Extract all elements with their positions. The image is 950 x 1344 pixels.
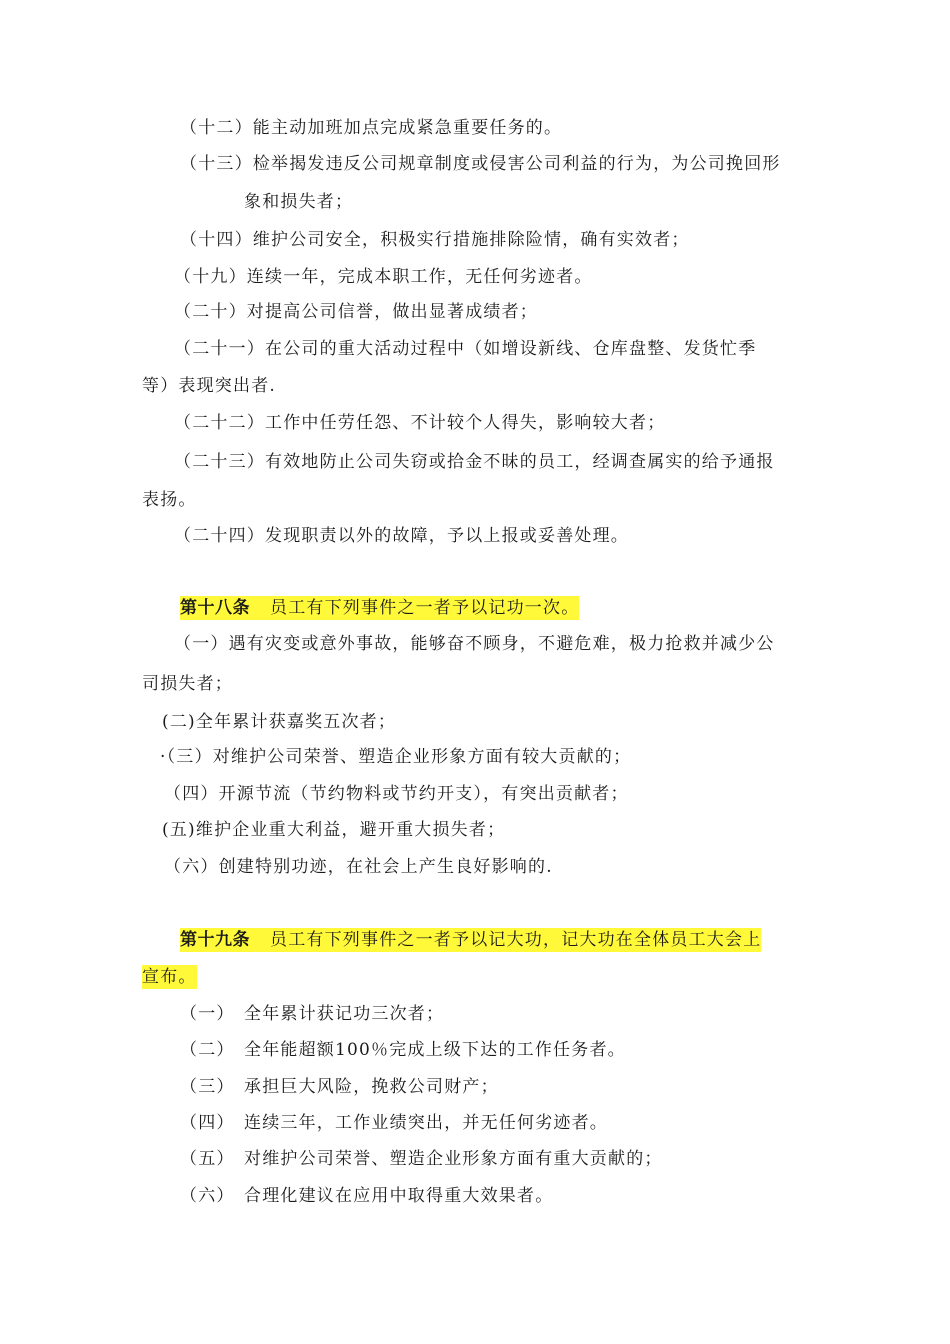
article-18-text: 员工有下列事件之一者予以记功一次。 [270, 598, 580, 618]
article-18-label: 第十八条 [180, 598, 250, 618]
list-item: （二十）对提高公司信誉，做出显著成绩者； [174, 302, 538, 322]
item-text: 承担巨大风险，挽救公司财产； [244, 1077, 499, 1097]
item-number: （四） [180, 1113, 235, 1133]
list-item: (五)维护企业重大利益，避开重大损失者； [162, 820, 506, 840]
item-text: 对维护公司荣誉、塑造企业形象方面有重大贡献的； [244, 1149, 663, 1169]
article-19-label: 第十九条 [180, 930, 250, 950]
list-item: ·（三）对维护公司荣誉、塑造企业形象方面有较大贡献的； [160, 747, 632, 767]
list-item: (二)全年累计获嘉奖五次者； [162, 712, 397, 732]
item-text: 全年能超额100％完成上级下达的工作任务者。 [244, 1040, 626, 1060]
article-19-heading-continuation: 宣布。 [142, 967, 197, 987]
item-text: 连续三年，工作业绩突出，并无任何劣迹者。 [244, 1113, 608, 1133]
list-item: （四）开源节流（节约物料或节约开支），有突出贡献者； [164, 784, 629, 804]
item-number: （二） [180, 1040, 235, 1060]
article-19-text: 员工有下列事件之一者予以记大功，记大功在全体员工大会上 [270, 930, 762, 950]
list-item-continuation: 表扬。 [142, 490, 197, 510]
list-item: （六）创建特别功迹，在社会上产生良好影响的. [164, 857, 553, 877]
item-number: （一） [180, 1004, 235, 1024]
item-text: 合理化建议在应用中取得重大效果者。 [244, 1186, 554, 1206]
list-item: （二十三）有效地防止公司失窃或拾金不昧的员工，经调查属实的给予通报 [174, 452, 775, 472]
list-item-continuation: 象和损失者； [244, 192, 354, 212]
list-item: （一）遇有灾变或意外事故，能够奋不顾身，不避危难，极力抢救并减少公 [174, 634, 775, 654]
list-item: （十九）连续一年，完成本职工作，无任何劣迹者。 [174, 267, 593, 287]
article-18-heading [180, 596, 579, 620]
item-number: （六） [180, 1186, 235, 1206]
list-item: （二十二）工作中任劳任怨、不计较个人得失，影响较大者； [174, 413, 666, 433]
article-19-heading [180, 928, 761, 952]
item-number: （三） [180, 1077, 235, 1097]
item-text: 全年累计获记功三次者； [244, 1004, 445, 1024]
list-item: （十三）检举揭发违反公司规章制度或侵害公司利益的行为，为公司挽回形 [180, 154, 781, 174]
list-item: （十二）能主动加班加点完成紧急重要任务的。 [180, 118, 563, 138]
list-item: （十四）维护公司安全，积极实行措施排除险情，确有实效者； [180, 230, 690, 250]
list-item-continuation: 等）表现突出者. [142, 376, 277, 396]
list-item-continuation: 司损失者； [142, 674, 233, 694]
item-number: （五） [180, 1149, 235, 1169]
list-item: （二十一）在公司的重大活动过程中（如增设新线、仓库盘整、发货忙季 [174, 339, 757, 359]
list-item: （二十四）发现职责以外的故障，予以上报或妥善处理。 [174, 526, 629, 546]
